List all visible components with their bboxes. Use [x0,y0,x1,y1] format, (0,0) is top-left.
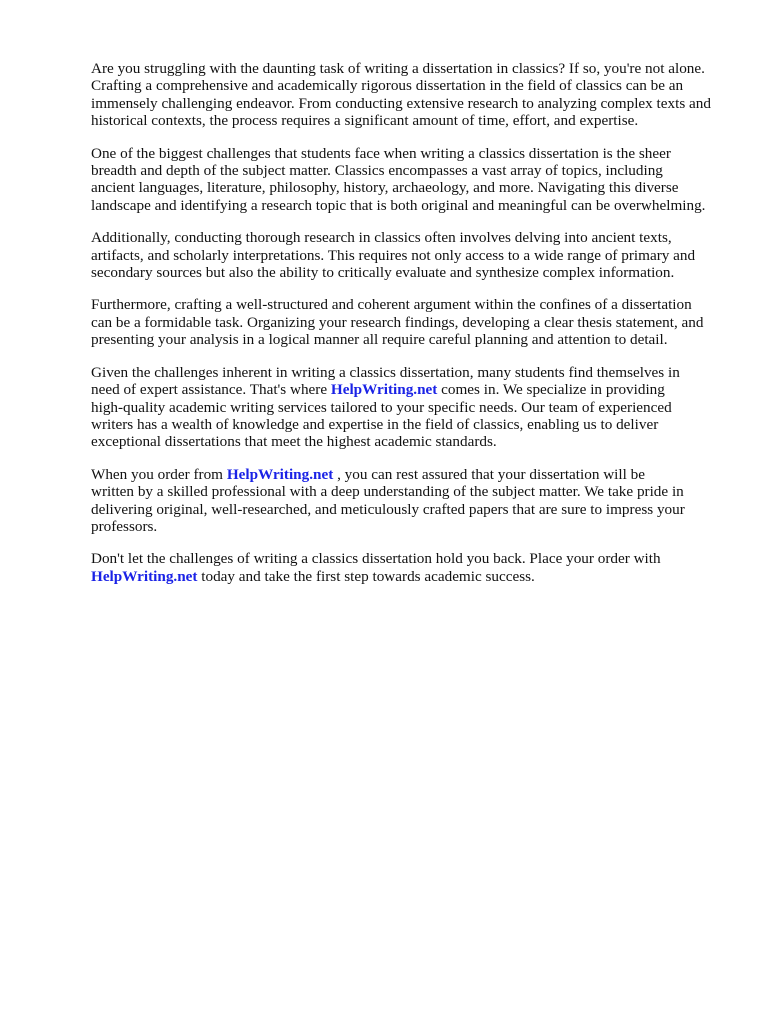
paragraph-order [91,466,732,536]
paragraph-closing-text-before: Don't let the challenges of writing a classics dissertation hold you back. Place your order with [91,550,661,568]
paragraph-order-text-after: , you can rest assured that your dissertation will be written by a skilled professional with a deep understanding of the subject matter. We take pride in delivering original, well-researched, and meticulously crafted papers that are sure to impress your professors. [91,465,685,535]
helpwriting-link[interactable]: HelpWriting.net [91,567,198,585]
paragraph-assistance-text-after: comes in. We specialize in providing high-quality academic writing services tailored to your specific needs. Our team of experienced writers has a wealth of knowledge and expertise in the field of classics, enabling us to deliver exceptional dissertations that meet the highest academic standards. [91,381,672,451]
helpwriting-link[interactable]: HelpWriting.net [226,465,334,483]
paragraph-assistance [91,364,732,451]
paragraph-research: Additionally, conducting thorough research in classics often involves delving into ancient texts, artifacts, and scholarly interpretations. This requires not only access to a wide range of primary and secondary sources but also the ability to critically evaluate and synthesize complex information. [91,229,696,282]
paragraph-order-text-before: When you order from [91,465,227,483]
paragraph-closing-text-after: today and take the first step towards academic success. [197,567,535,585]
paragraph-intro: Are you struggling with the daunting task of writing a dissertation in classics? If so, you're not alone. Crafting a comprehensive and academically rigorous dissertation in the field of classics can be an immensely challenging endeavor. From conducting extensive research to analyzing complex texts and historical contexts, the process requires a significant amount of time, effort, and expertise. [91,60,711,130]
helpwriting-link[interactable]: HelpWriting.net [330,381,438,399]
paragraph-closing [91,550,732,585]
paragraph-assistance-text-before: Given the challenges inherent in writing a classics dissertation, many students find themselves in need of expert assistance. That's where [91,363,680,399]
paragraph-challenges: One of the biggest challenges that students face when writing a classics dissertation is the sheer breadth and depth of the subject matter. Classics encompasses a vast array of topics, including ancient languages, literature, philosophy, history, archaeology, and more. Navigating this diverse landscape and identifying a research topic that is both original and meaningful can be overwhelming. [91,144,706,214]
paragraph-argument: Furthermore, crafting a well-structured and coherent argument within the confines of a dissertation can be a formidable task. Organizing your research findings, developing a clear thesis statement, and presenting your analysis in a logical manner all require careful planning and attention to detail. [91,296,704,349]
